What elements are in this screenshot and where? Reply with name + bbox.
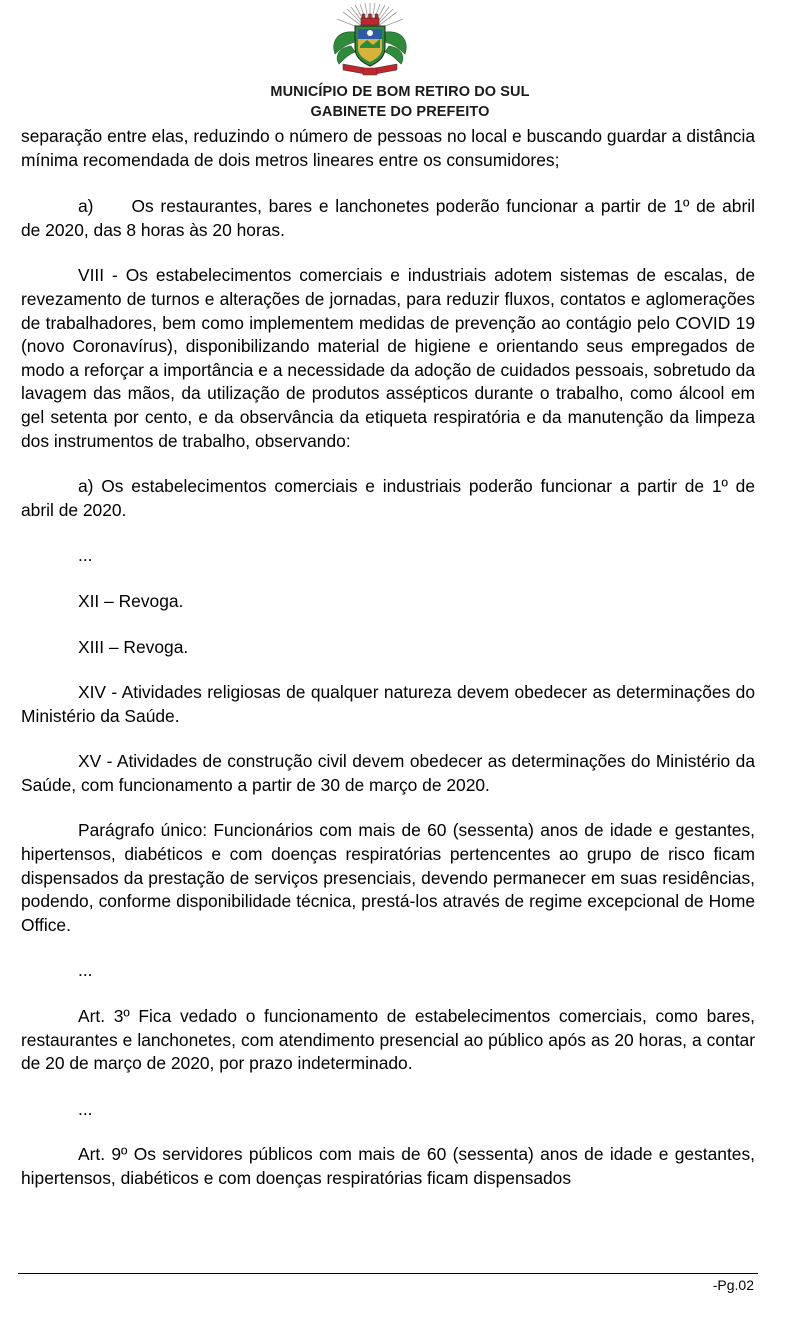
municipal-coat-of-arms-icon (325, 2, 415, 80)
ellipsis-3: ... (78, 1098, 93, 1119)
paragraph-continuation: separação entre elas, reduzindo o número de pessoas no local e buscando guardar a distância mínima recomendada de dois metros lineares entre os consumidores; (21, 126, 755, 170)
paragraph-xiv: XIV - Atividades religiosas de qualquer natureza devem obedecer as determinações do Ministério da Saúde. (21, 682, 755, 726)
paragraph-xii: XII – Revoga. (78, 590, 184, 611)
item-a-label: a) (78, 196, 94, 217)
ellipsis-1: ... (78, 545, 93, 566)
paragraph-item-a-establishments: a) Os estabelecimentos comerciais e industriais poderão funcionar a partir de 1º de abril de 2020. (21, 476, 755, 520)
page-number: -Pg.02 (712, 1277, 754, 1293)
paragraph-art-3: Art. 3º Fica vedado o funcionamento de estabelecimentos comerciais, como bares, restaurantes e lanchonetes, com atendimento presencial ao público após as 20 horas, a contar de 20 de março de 2020, por prazo indeterminado. (21, 1006, 755, 1074)
ellipsis-2: ... (78, 960, 93, 981)
office-name: GABINETE DO PREFEITO (310, 104, 490, 120)
document-body (21, 125, 755, 1213)
paragraph-viii: VIII - Os estabelecimentos comerciais e industriais adotem sistemas de escalas, de revezamento de turnos e alterações de jornadas, para reduzir fluxos, contatos e aglomerações de trabalhadores, bem como implementem medidas de prevenção ao contágio pelo COVID 19 (novo Coronavírus), disponibilizando material de higiene e orientando seus empregados de modo a reforçar a importância e a necessidade da adoção de cuidados pessoais, sobretudo da lavagem das mãos, da utilização de produtos assépticos durante o trabalho, como álcool em gel setenta por cento, e da observância da etiqueta respiratória e da manutenção da limpeza dos instrumentos de trabalho, observando: (21, 265, 755, 451)
paragraph-item-a-restaurants (21, 195, 755, 242)
paragraph-unico: Parágrafo único: Funcionários com mais de 60 (sessenta) anos de idade e gestantes, hipertensos, diabéticos e com doenças respiratórias pertencentes ao grupo de risco ficam dispensados da prestação de serviços presenciais, devendo permanecer em suas residências, podendo, conforme disponibilidade técnica, prestá-los através de regime excepcional de Home Office. (21, 820, 755, 935)
paragraph-xv: XV - Atividades de construção civil devem obedecer as determinações do Ministério da Saúde, com funcionamento a partir de 30 de março de 2020. (21, 751, 755, 795)
footer-divider (18, 1273, 758, 1274)
paragraph-art-9: Art. 9º Os servidores públicos com mais de 60 (sessenta) anos de idade e gestantes, hipertensos, diabéticos e com doenças respiratórias ficam dispensados (21, 1144, 755, 1188)
paragraph-xiii: XIII – Revoga. (78, 636, 189, 657)
item-a-text: Os restaurantes, bares e lanchonetes poderão funcionar a partir de 1º de abril de 2020, das 8 horas às 20 horas. (21, 196, 755, 240)
municipality-name: MUNICÍPIO DE BOM RETIRO DO SUL (270, 84, 530, 100)
